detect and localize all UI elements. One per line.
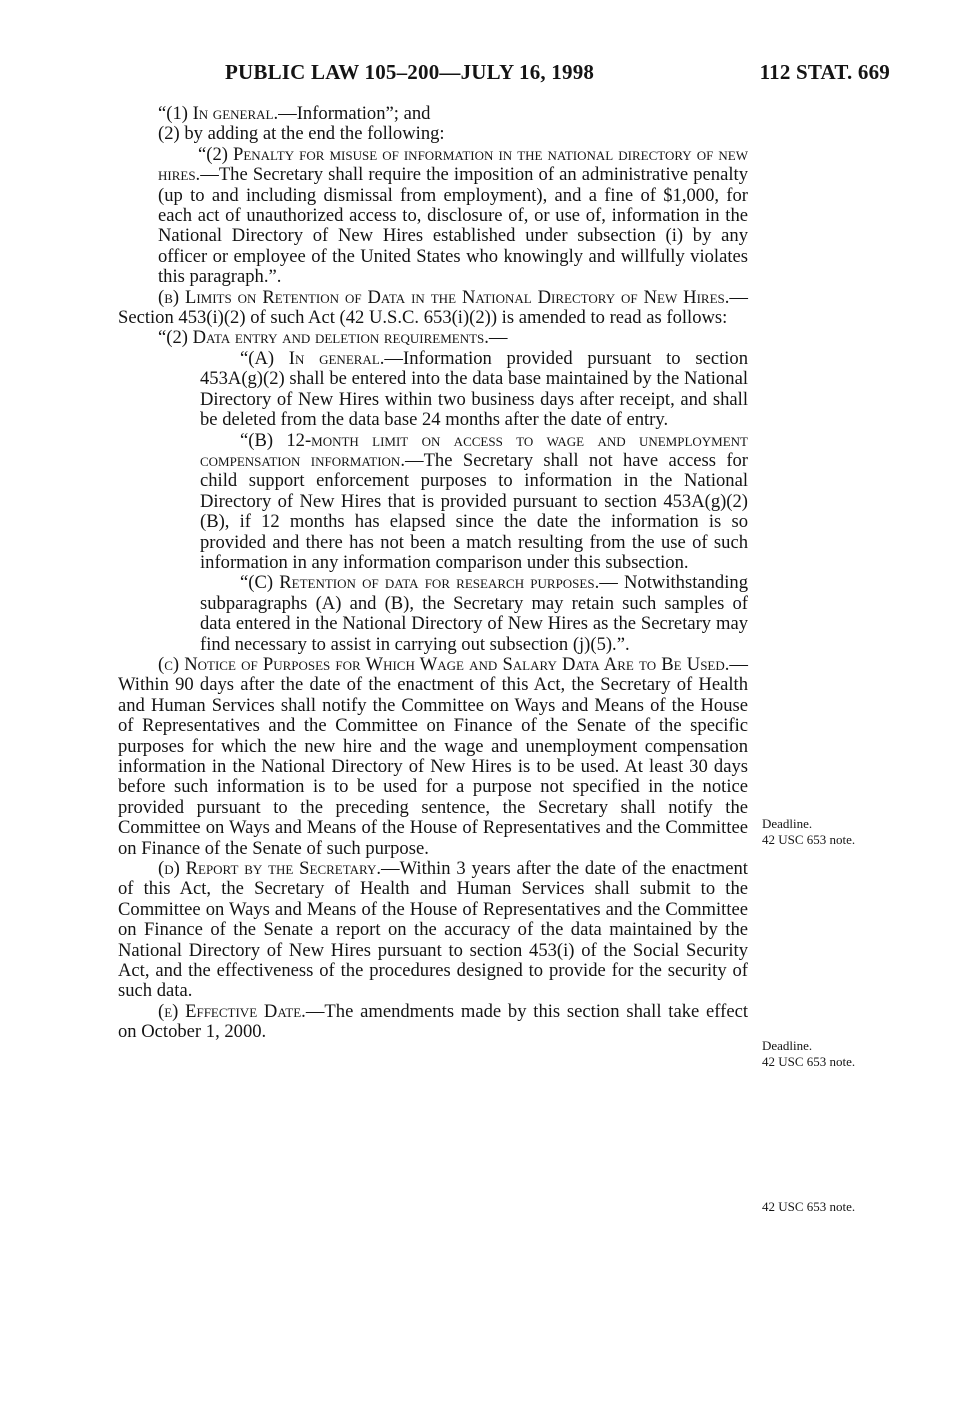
margin-note-deadline: Deadline. (762, 1038, 813, 1053)
paragraph-2-penalty: “(2) Penalty for misuse of information in the national directory of new hires.—The Secretary shall require the imposition of an administrative penalty (up to and including dismissal from employment), and a fine of $1,000, for each act of unauthorized access to, disclosure of, or use of, information in the National Directory of New Hires established under subsection (i) by any officer or employee of the United States who knowingly and willfully violates this paragraph.”. (158, 143, 748, 288)
subsection-e-effective-date: (e) Effective Date.—The amendments made by this section shall take effect on October 1, 2000. (118, 1000, 748, 1043)
subsection-c-notice: (c) Notice of Purposes for Which Wage and Salary Data Are to Be Used.—Within 90 days after the date of the enactment of this Act, the Secretary of Health and Human Services shall notify the Committee on Ways and Means of the House of Representatives and the Committee on Finance of the Senate of the specific purposes for which the new hire and the wage and unemployment compensation information in the National Directory of New Hires is to be used. At least 30 days before such information is to be used for a purpose not specified in the notice provided pursuant to the preceding sentence, the Secretary shall notify the Committee on Ways and Means of the House of Representatives and the Committee on Finance of the Senate of such purpose. (118, 653, 748, 859)
subparagraph-c-retention: “(C) Retention of data for research purposes.— Notwithstanding subparagraphs (A) and (B), the Secretary may retain such samples of data entered in the National Directory of New Hires as the Secretary may find necessary to assist in carrying out subsection (j)(5).”. (200, 572, 748, 655)
public-law-title: PUBLIC LAW 105–200—JULY 16, 1998 (225, 60, 595, 84)
subsection-d-report: (d) Report by the Secretary.—Within 3 years after the date of the enactment of this Act, the Secretary of Health and Human Services shall submit to the Committee on Ways and Means of the House of Representatives and the Committee on Finance of the Senate a report on the accuracy of the data maintained by the National Directory of New Hires pursuant to section 453(i) of the Social Security Act, and the effectiveness of the procedures designed to provide for the security of such data. (118, 858, 748, 1002)
margin-note-usc: 42 USC 653 note. (762, 1199, 856, 1214)
margin-note-usc: 42 USC 653 note. (762, 1054, 856, 1069)
subsection-b-limits: (b) Limits on Retention of Data in the National Directory of New Hires.—Section 453(i)(2) of such Act (42 U.S.C. 653(i)(2)) is amended to read as follows: (118, 286, 748, 329)
paragraph-2-data-entry-heading: “(2) Data entry and deletion requirements.— (158, 327, 508, 349)
subparagraph-a-in-general: “(A) In general.—Information provided pursuant to section 453A(g)(2) shall be entered into the data base maintained by the National Directory of New Hires within two business days after receipt, and shall be deleted from the data base 24 months after the date of entry. (200, 347, 749, 431)
subparagraph-b-12-month-limit: “(B) 12-month limit on access to wage and unemployment compensation information.—The Secretary shall not have access for child support enforcement purposes to information in the National Directory of New Hires that is provided pursuant to section 453A(g)(2)(B), if 12 months has elapsed since the date the information is so provided and there has not been a match resulting from the use of such information in any information comparison under this subsection. (200, 429, 749, 573)
paragraph-adding-following: (2) by adding at the end the following: (158, 123, 445, 145)
paragraph-1-in-general: “(1) In general.—Information”; and (158, 103, 431, 124)
margin-note-deadline: Deadline. (762, 816, 813, 831)
stat-citation: 112 STAT. 669 (759, 60, 890, 84)
document-body (118, 104, 748, 1043)
margin-note-usc: 42 USC 653 note. (762, 832, 856, 847)
